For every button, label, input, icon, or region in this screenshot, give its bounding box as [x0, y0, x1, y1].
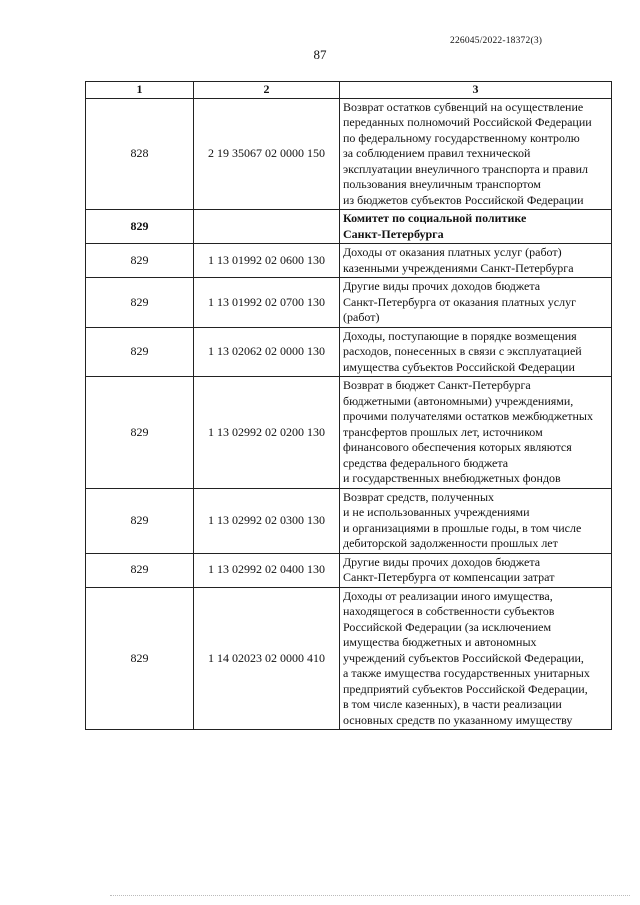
revenue-code-cell: 1 13 01992 02 0700 130 — [194, 278, 340, 328]
description-line: бюджетными (автономными) учреждениями, — [343, 393, 574, 408]
description-cell — [340, 244, 612, 278]
description-cell — [340, 210, 612, 244]
description-line: средства федерального бюджета — [343, 455, 509, 470]
description-line: Доходы от реализации иного имущества, — [343, 588, 553, 603]
page-number: 87 — [313, 47, 327, 62]
table-row — [86, 244, 612, 278]
table-row — [86, 377, 612, 489]
description-line: Санкт-Петербурга от компенсации затрат — [343, 570, 555, 584]
revenue-code-cell: 1 14 02023 02 0000 410 — [194, 587, 340, 730]
admin-code-cell: 829 — [86, 553, 194, 587]
table-row — [86, 587, 612, 730]
column-header-3: 3 — [340, 82, 612, 99]
description-line: Комитет по социальной политике — [343, 211, 527, 225]
description-line: финансового обеспечения которых являются — [343, 440, 572, 454]
description-line: Российской Федерации (за исключением — [343, 619, 552, 634]
description-line: и организациями в прошлые годы, в том числе — [343, 520, 582, 535]
description-line: переданных полномочий Российской Федерации — [343, 115, 592, 129]
table-row — [86, 278, 612, 328]
description-line: имущества субъектов Российской Федерации — [343, 359, 575, 374]
description-line: учреждений субъектов Российской Федерации, — [343, 650, 584, 665]
table-body — [86, 98, 612, 730]
revenue-code-cell: 1 13 02992 02 0300 130 — [194, 488, 340, 553]
description-cell — [340, 553, 612, 587]
table-row — [86, 553, 612, 587]
description-line: и государственных внебюджетных фондов — [343, 471, 561, 485]
description-line: а также имущества государственных унитарных — [343, 666, 590, 680]
revenue-code-cell: 1 13 02062 02 0000 130 — [194, 327, 340, 377]
description-line: Санкт-Петербурга от оказания платных услуг — [343, 294, 577, 309]
admin-code-cell: 829 — [86, 587, 194, 730]
description-line: находящегося в собственности субъектов — [343, 604, 555, 618]
admin-code-cell: 829 — [86, 377, 194, 489]
revenue-code-cell: 1 13 02992 02 0200 130 — [194, 377, 340, 489]
description-line: пользования внеуличным транспортом — [343, 177, 541, 191]
column-header-2: 2 — [194, 82, 340, 99]
table-row — [86, 327, 612, 377]
description-line: казенными учреждениями Санкт-Петербурга — [343, 260, 574, 275]
description-line: из бюджетов субъектов Российской Федерации — [343, 192, 584, 207]
revenue-code-cell: 2 19 35067 02 0000 150 — [194, 98, 340, 210]
description-cell — [340, 377, 612, 489]
admin-code-cell: 829 — [86, 488, 194, 553]
description-line: Доходы, поступающие в порядке возмещения — [343, 328, 577, 343]
description-line: Санкт-Петербурга — [343, 226, 444, 241]
description-line: и не использованных учреждениями — [343, 505, 530, 519]
description-line: в том числе казенных), в части реализации — [343, 697, 562, 711]
description-line: Другие виды прочих доходов бюджета — [343, 279, 541, 293]
description-line: (работ) — [343, 310, 380, 324]
table-header-row — [86, 82, 612, 99]
revenue-code-cell: 1 13 02992 02 0400 130 — [194, 553, 340, 587]
description-line: прочими получателями остатков межбюджетных — [343, 409, 593, 423]
description-line: имущества бюджетных и автономных — [343, 635, 537, 649]
description-line: трансфертов прошлых лет, источником — [343, 424, 543, 439]
description-cell — [340, 488, 612, 553]
description-line: Возврат остатков субвенций на осуществление — [343, 99, 584, 114]
description-line: расходов, понесенных в связи с эксплуатацией — [343, 344, 582, 358]
admin-code-cell: 829 — [86, 244, 194, 278]
description-line: Возврат средств, полученных — [343, 489, 495, 504]
description-cell — [340, 98, 612, 210]
revenue-code-cell: 1 13 01992 02 0600 130 — [194, 244, 340, 278]
description-line: за соблюдением правил технической — [343, 146, 531, 160]
description-line: предприятий субъектов Российской Федерации, — [343, 681, 588, 696]
description-cell — [340, 327, 612, 377]
description-line: дебиторской задолженности прошлых лет — [343, 536, 558, 550]
table-row — [86, 98, 612, 210]
admin-code-cell: 829 — [86, 278, 194, 328]
description-line: Доходы от оказания платных услуг (работ) — [343, 245, 562, 259]
description-line: Другие виды прочих доходов бюджета — [343, 554, 541, 569]
description-cell — [340, 278, 612, 328]
revenue-code-cell — [194, 210, 340, 244]
description-cell — [340, 587, 612, 730]
description-line: по федеральному государственному контролю — [343, 130, 580, 145]
description-line: Возврат в бюджет Санкт-Петербурга — [343, 378, 531, 392]
description-line: основных средств по указанному имуществу — [343, 712, 573, 727]
table-row — [86, 210, 612, 244]
admin-code-cell: 829 — [86, 210, 194, 244]
column-header-1: 1 — [86, 82, 194, 99]
scan-edge-artifact — [110, 895, 630, 899]
document-number: 226045/2022-18372(3) — [450, 36, 543, 46]
description-line: эксплуатации внеуличного транспорта и правил — [343, 161, 589, 176]
budget-codes-table — [85, 81, 612, 730]
admin-code-cell: 829 — [86, 327, 194, 377]
admin-code-cell: 828 — [86, 98, 194, 210]
table-row — [86, 488, 612, 553]
